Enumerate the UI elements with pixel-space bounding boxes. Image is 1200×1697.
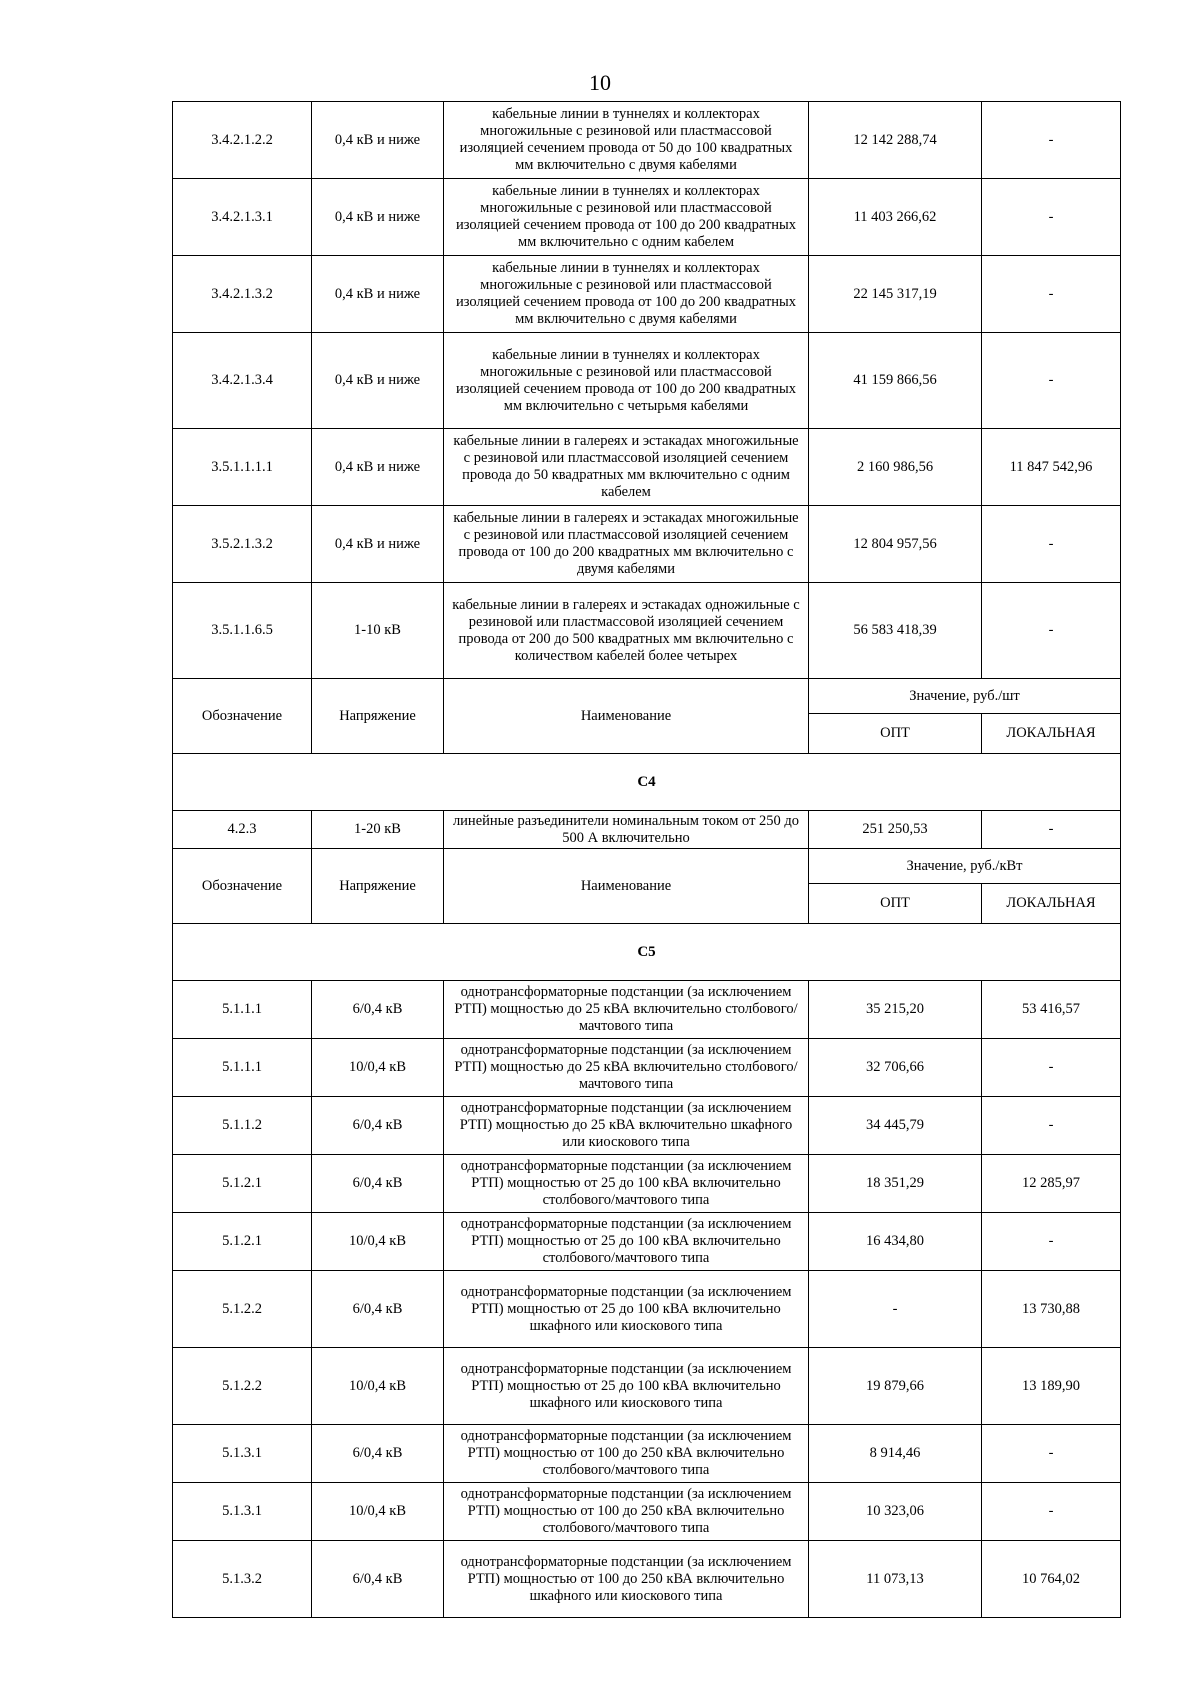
cell-opt: 8 914,46 [809, 1425, 982, 1483]
header-code: Обозначение [173, 679, 312, 754]
cell-code: 5.1.1.2 [173, 1097, 312, 1155]
cell-local: 13 189,90 [982, 1348, 1121, 1425]
cell-local: - [982, 1425, 1121, 1483]
cell-voltage: 10/0,4 кВ [312, 1348, 444, 1425]
cell-local: - [982, 1483, 1121, 1541]
cell-name: однотрансформаторные подстанции (за исключением РТП) мощностью от 25 до 100 кВА включительно шкафного или киоскового типа [444, 1348, 809, 1425]
cell-local: 53 416,57 [982, 981, 1121, 1039]
cell-code: 5.1.3.2 [173, 1541, 312, 1618]
cell-local: 13 730,88 [982, 1271, 1121, 1348]
cell-code: 3.5.1.1.1.1 [173, 429, 312, 506]
cell-local: - [982, 1097, 1121, 1155]
cell-code: 3.5.1.1.6.5 [173, 583, 312, 679]
cell-code: 3.4.2.1.3.4 [173, 333, 312, 429]
table-row [173, 1097, 1121, 1155]
table-row [173, 256, 1121, 333]
cell-opt: 16 434,80 [809, 1213, 982, 1271]
cell-name: однотрансформаторные подстанции (за исключением РТП) мощностью от 25 до 100 кВА включительно столбового/мачтового типа [444, 1213, 809, 1271]
section-row [173, 924, 1121, 981]
section-title: С4 [173, 754, 1121, 811]
cell-voltage: 6/0,4 кВ [312, 1425, 444, 1483]
cell-local: - [982, 811, 1121, 849]
table-row [173, 583, 1121, 679]
cell-local: 11 847 542,96 [982, 429, 1121, 506]
tariff-table [172, 101, 1121, 1618]
cell-name: однотрансформаторные подстанции (за исключением РТП) мощностью от 25 до 100 кВА включительно столбового/мачтового типа [444, 1155, 809, 1213]
header-opt: ОПТ [809, 884, 982, 924]
header-local: ЛОКАЛЬНАЯ [982, 714, 1121, 754]
header-value: Значение, руб./шт [809, 679, 1121, 714]
cell-opt: 35 215,20 [809, 981, 982, 1039]
cell-code: 5.1.2.2 [173, 1348, 312, 1425]
cell-name: кабельные линии в туннелях и коллекторах многожильные с резиновой или пластмассовой изоляцией сечением провода от 100 до 200 квадратных мм включительно с одним кабелем [444, 179, 809, 256]
cell-opt: 34 445,79 [809, 1097, 982, 1155]
header-row [173, 849, 1121, 884]
table-row [173, 1155, 1121, 1213]
table-row [173, 179, 1121, 256]
section-title: С5 [173, 924, 1121, 981]
cell-name: кабельные линии в галереях и эстакадах многожильные с резиновой или пластмассовой изоляцией сечением провода до 50 квадратных мм включительно с одним кабелем [444, 429, 809, 506]
cell-name: однотрансформаторные подстанции (за исключением РТП) мощностью от 25 до 100 кВА включительно шкафного или киоскового типа [444, 1271, 809, 1348]
cell-name: однотрансформаторные подстанции (за исключением РТП) мощностью до 25 кВА включительно столбового/мачтового типа [444, 1039, 809, 1097]
cell-opt: 11 403 266,62 [809, 179, 982, 256]
cell-voltage: 0,4 кВ и ниже [312, 333, 444, 429]
table-row [173, 1271, 1121, 1348]
cell-local: - [982, 102, 1121, 179]
cell-voltage: 1-10 кВ [312, 583, 444, 679]
cell-voltage: 0,4 кВ и ниже [312, 179, 444, 256]
header-code: Обозначение [173, 849, 312, 924]
cell-code: 5.1.1.1 [173, 1039, 312, 1097]
cell-local: - [982, 333, 1121, 429]
cell-local: - [982, 1213, 1121, 1271]
cell-voltage: 6/0,4 кВ [312, 1097, 444, 1155]
table-row [173, 333, 1121, 429]
cell-local: 12 285,97 [982, 1155, 1121, 1213]
cell-voltage: 10/0,4 кВ [312, 1483, 444, 1541]
header-name: Наименование [444, 849, 809, 924]
cell-name: однотрансформаторные подстанции (за исключением РТП) мощностью от 100 до 250 кВА включительно столбового/мачтового типа [444, 1425, 809, 1483]
cell-voltage: 0,4 кВ и ниже [312, 256, 444, 333]
cell-voltage: 0,4 кВ и ниже [312, 506, 444, 583]
cell-code: 4.2.3 [173, 811, 312, 849]
header-local: ЛОКАЛЬНАЯ [982, 884, 1121, 924]
cell-code: 3.4.2.1.2.2 [173, 102, 312, 179]
header-opt: ОПТ [809, 714, 982, 754]
table-row [173, 102, 1121, 179]
cell-local: 10 764,02 [982, 1541, 1121, 1618]
cell-name: кабельные линии в галереях и эстакадах одножильные с резиновой или пластмассовой изоляцией сечением провода от 200 до 500 квадратных мм включительно с количеством кабелей более четырех [444, 583, 809, 679]
cell-voltage: 6/0,4 кВ [312, 1541, 444, 1618]
cell-voltage: 10/0,4 кВ [312, 1213, 444, 1271]
cell-voltage: 1-20 кВ [312, 811, 444, 849]
table-row [173, 1425, 1121, 1483]
header-value: Значение, руб./кВт [809, 849, 1121, 884]
cell-code: 5.1.2.1 [173, 1213, 312, 1271]
header-voltage: Напряжение [312, 679, 444, 754]
cell-local: - [982, 506, 1121, 583]
cell-name: кабельные линии в галереях и эстакадах многожильные с резиновой или пластмассовой изоляцией сечением провода от 100 до 200 квадратных мм включительно с двумя кабелями [444, 506, 809, 583]
cell-voltage: 0,4 кВ и ниже [312, 102, 444, 179]
cell-voltage: 10/0,4 кВ [312, 1039, 444, 1097]
cell-name: кабельные линии в туннелях и коллекторах многожильные с резиновой или пластмассовой изоляцией сечением провода от 100 до 200 квадратных мм включительно с двумя кабелями [444, 256, 809, 333]
table-row [173, 1483, 1121, 1541]
cell-opt: 56 583 418,39 [809, 583, 982, 679]
cell-name: линейные разъединители номинальным током от 250 до 500 А включительно [444, 811, 809, 849]
header-name: Наименование [444, 679, 809, 754]
cell-opt: 22 145 317,19 [809, 256, 982, 333]
cell-code: 3.5.2.1.3.2 [173, 506, 312, 583]
cell-opt: 12 142 288,74 [809, 102, 982, 179]
cell-opt: 2 160 986,56 [809, 429, 982, 506]
cell-opt: 12 804 957,56 [809, 506, 982, 583]
cell-name: кабельные линии в туннелях и коллекторах многожильные с резиновой или пластмассовой изоляцией сечением провода от 100 до 200 квадратных мм включительно с четырьмя кабелями [444, 333, 809, 429]
cell-name: кабельные линии в туннелях и коллекторах многожильные с резиновой или пластмассовой изоляцией сечением провода от 50 до 100 квадратных мм включительно с двумя кабелями [444, 102, 809, 179]
cell-opt: 18 351,29 [809, 1155, 982, 1213]
section-row [173, 754, 1121, 811]
cell-voltage: 6/0,4 кВ [312, 1155, 444, 1213]
cell-opt: 11 073,13 [809, 1541, 982, 1618]
cell-local: - [982, 179, 1121, 256]
cell-code: 5.1.3.1 [173, 1483, 312, 1541]
header-row [173, 679, 1121, 714]
cell-opt: - [809, 1271, 982, 1348]
table-row [173, 1213, 1121, 1271]
cell-voltage: 6/0,4 кВ [312, 1271, 444, 1348]
cell-opt: 251 250,53 [809, 811, 982, 849]
cell-local: - [982, 256, 1121, 333]
cell-code: 5.1.1.1 [173, 981, 312, 1039]
cell-name: однотрансформаторные подстанции (за исключением РТП) мощностью от 100 до 250 кВА включительно столбового/мачтового типа [444, 1483, 809, 1541]
cell-opt: 32 706,66 [809, 1039, 982, 1097]
cell-code: 3.4.2.1.3.1 [173, 179, 312, 256]
cell-voltage: 6/0,4 кВ [312, 981, 444, 1039]
table-row [173, 811, 1121, 849]
header-voltage: Напряжение [312, 849, 444, 924]
table-row [173, 1039, 1121, 1097]
table-row [173, 1541, 1121, 1618]
table-row [173, 981, 1121, 1039]
cell-local: - [982, 1039, 1121, 1097]
cell-voltage: 0,4 кВ и ниже [312, 429, 444, 506]
table-row [173, 429, 1121, 506]
table-row [173, 1348, 1121, 1425]
cell-code: 5.1.2.1 [173, 1155, 312, 1213]
cell-opt: 19 879,66 [809, 1348, 982, 1425]
cell-name: однотрансформаторные подстанции (за исключением РТП) мощностью до 25 кВА включительно шкафного или киоскового типа [444, 1097, 809, 1155]
cell-code: 5.1.3.1 [173, 1425, 312, 1483]
cell-code: 3.4.2.1.3.2 [173, 256, 312, 333]
cell-code: 5.1.2.2 [173, 1271, 312, 1348]
cell-name: однотрансформаторные подстанции (за исключением РТП) мощностью до 25 кВА включительно столбового/мачтового типа [444, 981, 809, 1039]
cell-local: - [982, 583, 1121, 679]
cell-opt: 10 323,06 [809, 1483, 982, 1541]
page-number: 10 [589, 70, 611, 95]
table-row [173, 506, 1121, 583]
cell-opt: 41 159 866,56 [809, 333, 982, 429]
cell-name: однотрансформаторные подстанции (за исключением РТП) мощностью от 100 до 250 кВА включительно шкафного или киоскового типа [444, 1541, 809, 1618]
